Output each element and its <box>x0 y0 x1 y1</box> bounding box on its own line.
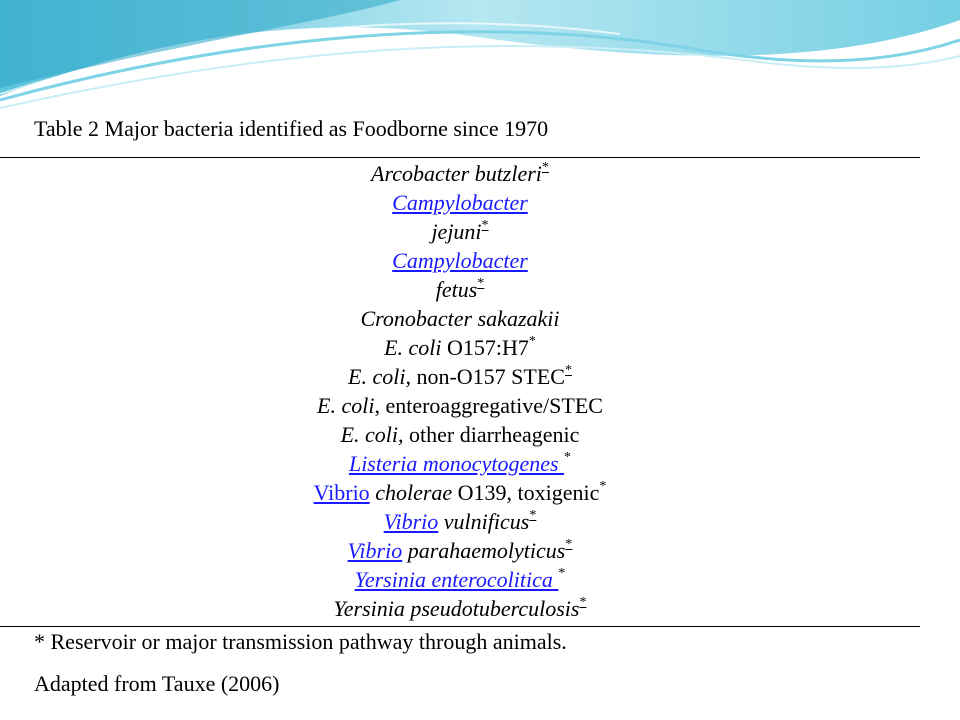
table-row <box>0 536 920 565</box>
table-bottom-rule <box>0 626 920 627</box>
table-row <box>0 507 920 536</box>
source-citation: Adapted from Tauxe (2006) <box>34 671 280 696</box>
bacteria-name: fetus <box>435 277 478 302</box>
bacteria-link[interactable]: Vibrio <box>383 509 439 534</box>
table-row <box>0 246 920 275</box>
table-row <box>0 188 920 217</box>
table-top-rule <box>0 157 920 158</box>
table-footnote: * Reservoir or major transmission pathway through animals. <box>34 629 567 654</box>
bacteria-species: parahaemolyticus <box>402 538 566 563</box>
table-row <box>0 594 920 623</box>
footnote-marker: * <box>481 218 489 233</box>
footnote-marker: * <box>564 450 572 465</box>
bacteria-name: E. coli <box>384 335 442 360</box>
bacteria-name: E. coli <box>317 393 375 418</box>
bacteria-link[interactable]: Listeria monocytogenes <box>348 451 565 476</box>
bacteria-strain: , non-O157 STEC <box>405 364 565 389</box>
table-row <box>0 217 920 246</box>
bacteria-link[interactable]: Vibrio <box>313 480 370 505</box>
footnote-marker: * <box>558 566 566 581</box>
table-row <box>0 159 920 188</box>
bacteria-strain: O139, toxigenic <box>452 480 600 505</box>
bacteria-name: Cronobacter sakazakii <box>360 306 560 331</box>
footnote-marker: * <box>528 334 536 349</box>
footnote-marker: * <box>529 508 537 523</box>
bacteria-species: vulnificus <box>438 509 530 534</box>
footnote-marker: * <box>477 276 485 291</box>
table-row <box>0 565 920 594</box>
bacteria-link[interactable]: Yersinia enterocolitica <box>354 567 559 592</box>
table-row <box>0 304 920 333</box>
bacteria-strain: O157:H7 <box>441 335 529 360</box>
table-row <box>0 478 920 507</box>
bacteria-name: E. coli <box>348 364 406 389</box>
bacteria-strain: , enteroaggregative/STEC <box>374 393 603 418</box>
bacteria-name: E. coli <box>340 422 399 447</box>
table-row <box>0 420 920 449</box>
table-row <box>0 275 920 304</box>
bacteria-name: Yersinia pseudotuberculosis <box>333 596 580 621</box>
header-wave-decoration <box>0 0 960 110</box>
table-row <box>0 391 920 420</box>
footnote-marker: * <box>579 595 587 610</box>
footnote-marker: * <box>541 160 549 175</box>
footnote-marker: * <box>564 363 572 378</box>
table-title: Table 2 Major bacteria identified as Foodborne since 1970 <box>34 116 549 141</box>
bacteria-name: Arcobacter butzleri <box>371 161 542 186</box>
bacteria-strain: , other diarrheagenic <box>398 422 580 447</box>
bacteria-link[interactable]: Vibrio <box>347 538 403 563</box>
table-row <box>0 333 920 362</box>
table-row <box>0 449 920 478</box>
bacteria-species: cholerae <box>369 480 453 505</box>
bacteria-list <box>0 159 920 623</box>
bacteria-link[interactable]: Campylobacter <box>392 248 528 273</box>
footnote-marker: * <box>565 537 573 552</box>
bacteria-name: jejuni <box>431 219 482 244</box>
footnote-marker: * <box>599 479 607 494</box>
bacteria-link[interactable]: Campylobacter <box>392 190 528 215</box>
table-row <box>0 362 920 391</box>
